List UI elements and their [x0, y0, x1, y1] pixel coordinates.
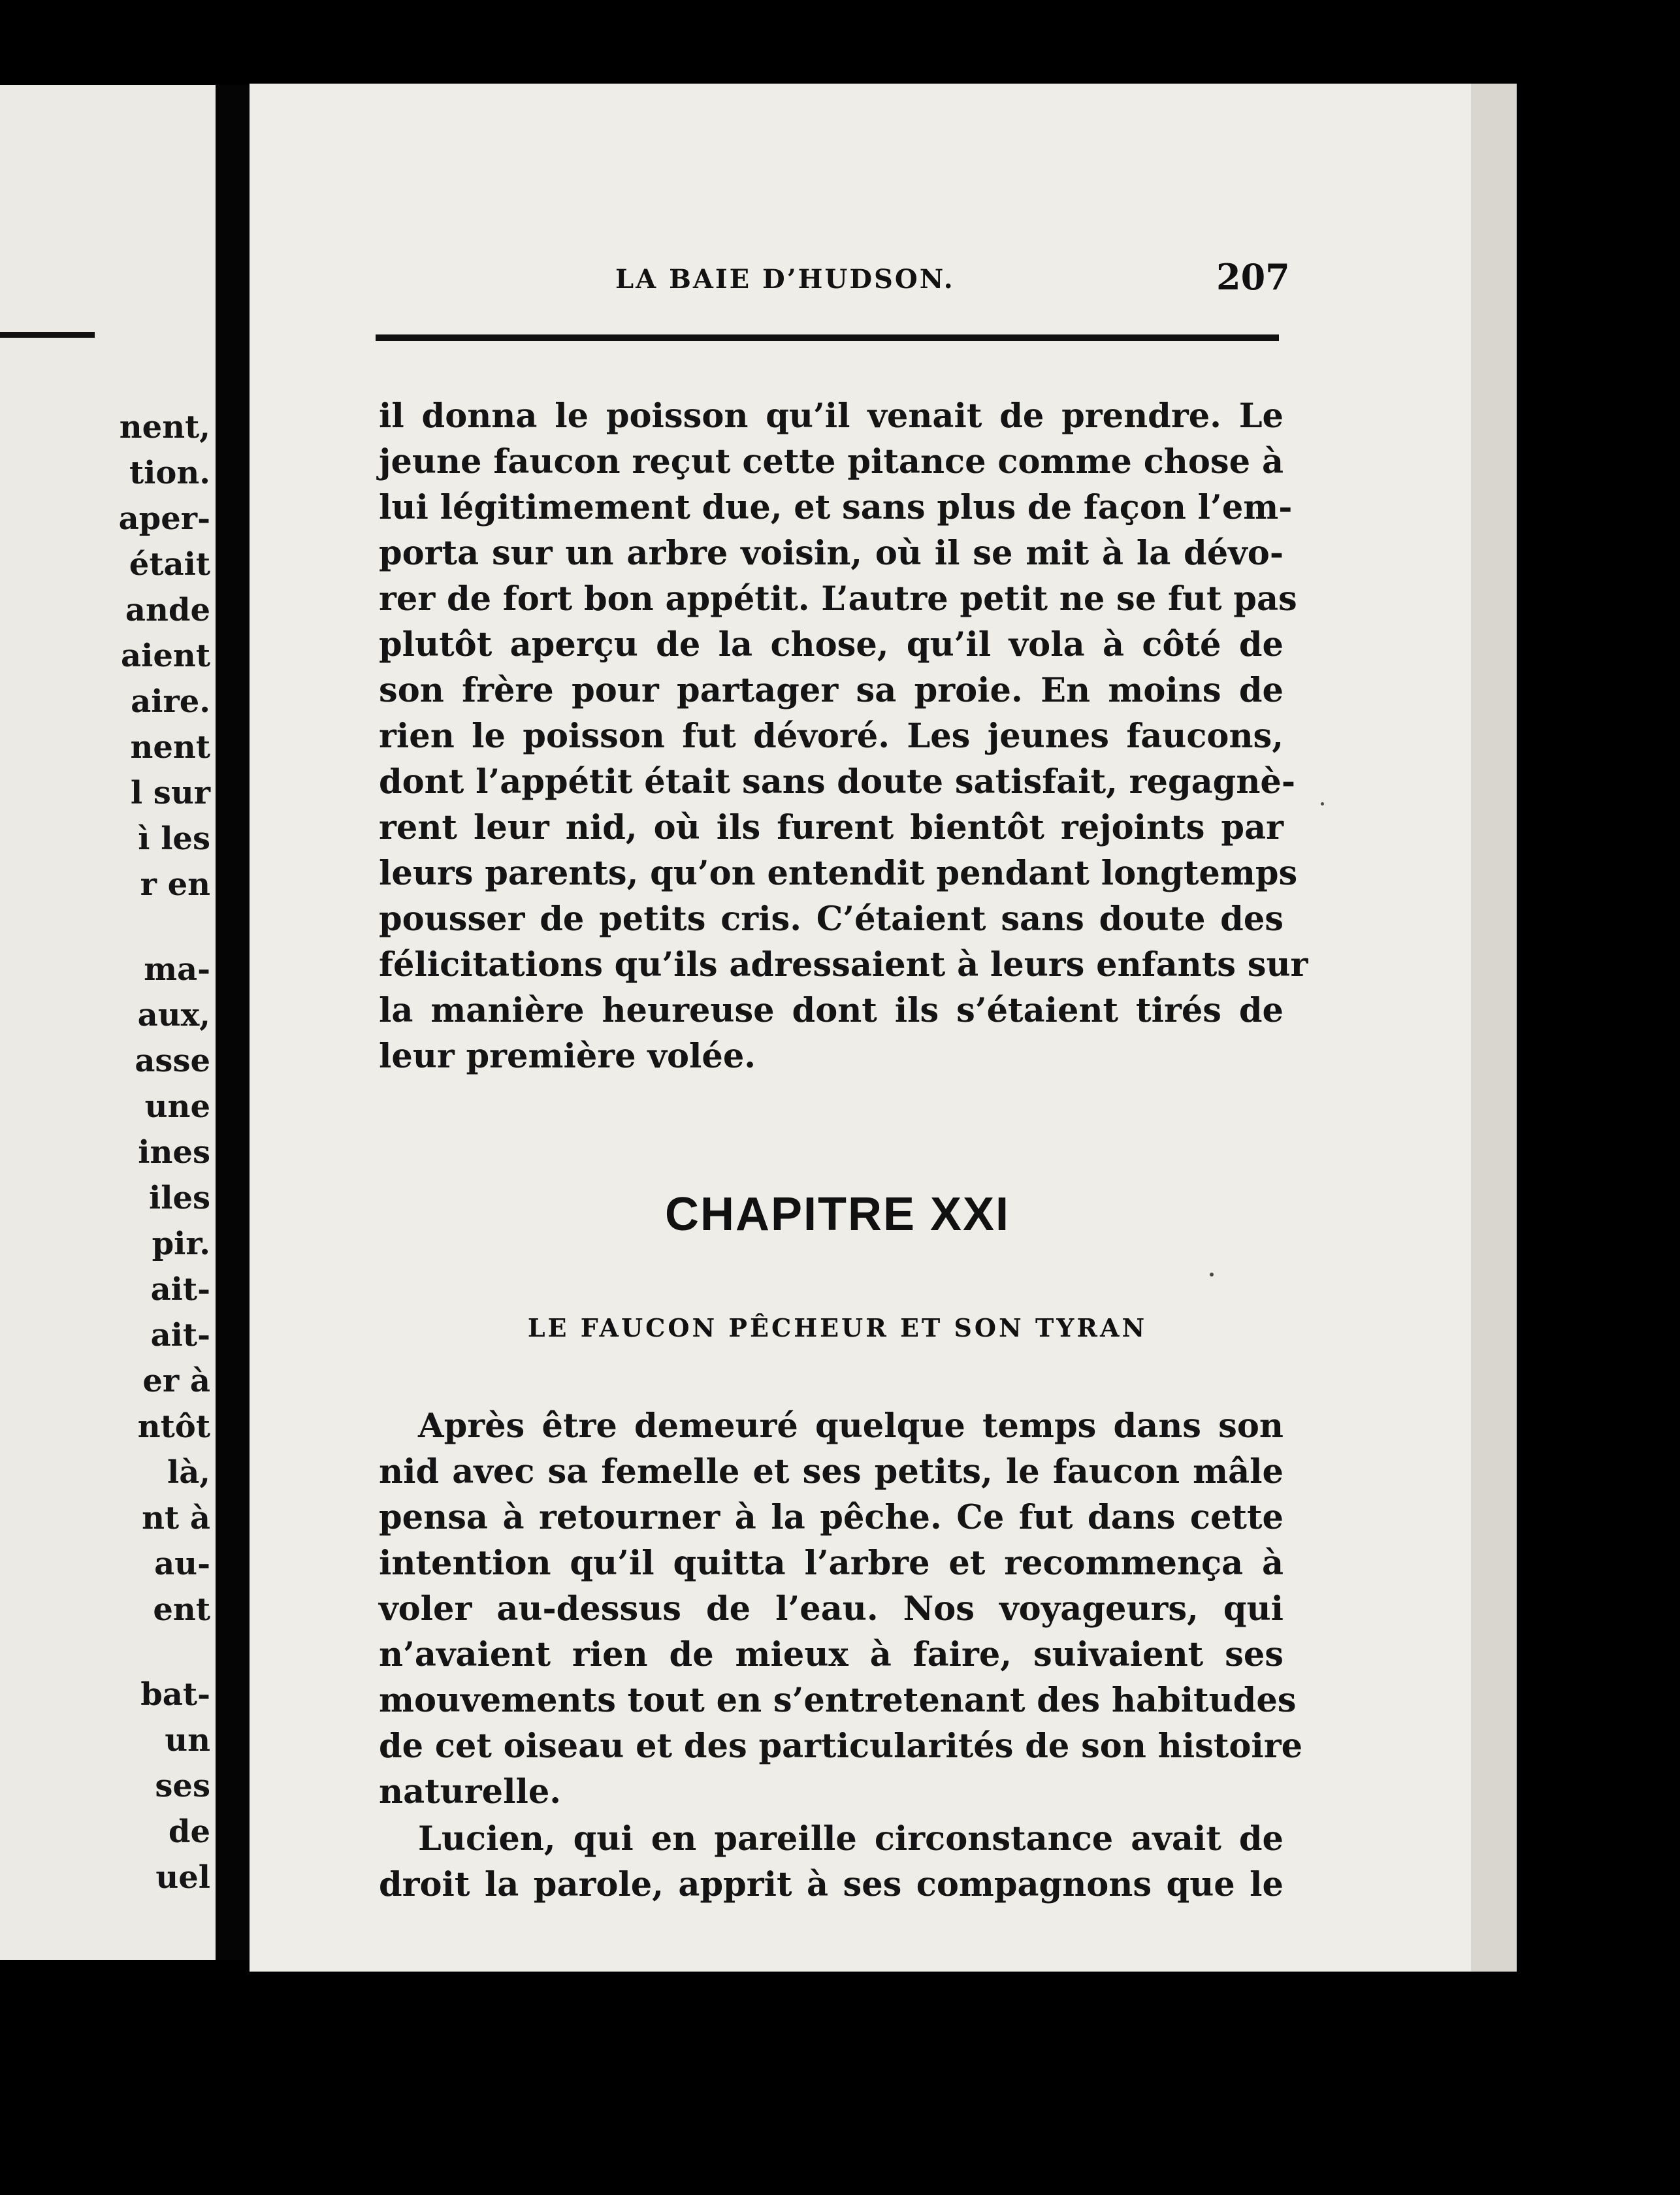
left-line: iles: [148, 1180, 210, 1216]
left-line: uel: [155, 1859, 210, 1896]
paragraph-line: Après être demeuré quelque temps dans son: [418, 1406, 1284, 1446]
left-line: aux,: [137, 997, 210, 1033]
header-rule: [376, 334, 1279, 341]
left-line: aient: [121, 638, 210, 674]
paragraph-line: rer de fort bon appétit. L’autre petit ne se fut pas: [379, 579, 1297, 619]
left-line: aper-: [118, 500, 210, 537]
paragraph-line: plutôt aperçu de la chose, qu’il vola à côté de: [379, 625, 1284, 664]
book-gutter: [216, 85, 250, 1960]
paragraph-line: la manière heureuse dont ils s’étaient tirés de: [379, 991, 1284, 1030]
paper-speck: [1210, 1273, 1214, 1276]
left-line: ait-: [150, 1317, 210, 1354]
paragraph-line: pousser de petits cris. C’étaient sans doute des: [379, 900, 1284, 939]
paragraph-line: mouvements tout en s’entretenant des habitudes: [379, 1681, 1297, 1720]
left-line: ande: [125, 592, 210, 628]
left-line: nt à: [142, 1500, 210, 1536]
paragraph-line: Lucien, qui en pareille circonstance avait de: [418, 1819, 1284, 1859]
left-line: là,: [167, 1454, 210, 1491]
left-line: pir.: [152, 1226, 210, 1262]
paragraph-line: voler au-dessus de l’eau. Nos voyageurs, qui: [379, 1589, 1284, 1629]
left-line: aire.: [131, 683, 210, 720]
paragraph-line: leurs parents, qu’on entendit pendant longtemps: [379, 854, 1298, 893]
left-line: asse: [135, 1043, 210, 1079]
paragraph-line: leur première volée.: [379, 1037, 756, 1076]
chapter-title: CHAPITRE XXI: [664, 1188, 1010, 1241]
right-page: [250, 84, 1517, 1972]
paragraph-line: naturelle.: [379, 1772, 562, 1812]
paragraph-line: n’avaient rien de mieux à faire, suivaient ses: [379, 1635, 1284, 1674]
left-line: un: [165, 1722, 210, 1759]
paragraph-line: intention qu’il quitta l’arbre et recommença à: [379, 1544, 1284, 1583]
page-number: 207: [1216, 256, 1290, 298]
paragraph-line: lui légitimement due, et sans plus de façon l’em-: [379, 488, 1293, 527]
left-line: de: [168, 1813, 210, 1850]
left-line: r en: [140, 866, 210, 903]
left-line: au-: [154, 1546, 210, 1582]
left-line: une: [144, 1088, 210, 1125]
paragraph-line: pensa à retourner à la pêche. Ce fut dans cette: [379, 1498, 1284, 1537]
chapter-subtitle: LE FAUCON PÊCHEUR ET SON TYRAN: [527, 1313, 1148, 1342]
left-line: er à: [142, 1363, 210, 1399]
paragraph-line: félicitations qu’ils adressaient à leurs enfants sur: [379, 945, 1308, 984]
left-line: bat-: [140, 1676, 210, 1713]
left-page-header-rule: [0, 332, 95, 338]
paragraph-line: il donna le poisson qu’il venait de prendre. Le: [379, 397, 1284, 436]
running-head: LA BAIE D’HUDSON.: [615, 264, 955, 295]
paragraph-line: dont l’appétit était sans doute satisfait, regagnè-: [379, 762, 1296, 802]
left-page-fragment: [0, 85, 216, 1960]
left-line: ma-: [144, 951, 210, 988]
left-line: nent: [130, 729, 210, 766]
paragraph-line: nid avec sa femelle et ses petits, le faucon mâle: [379, 1452, 1284, 1491]
left-line: ent: [153, 1591, 210, 1628]
paper-speck: [1321, 802, 1324, 805]
paragraph-line: rent leur nid, où ils furent bientôt rejoints par: [379, 808, 1284, 847]
left-line: ses: [155, 1768, 210, 1804]
left-line: ì les: [138, 821, 210, 857]
page-edge-shadow: [1471, 84, 1517, 1972]
left-line: ntôt: [137, 1408, 210, 1445]
left-line: l sur: [130, 775, 210, 811]
left-line: ines: [138, 1134, 210, 1171]
left-line: nent,: [119, 409, 210, 446]
paragraph-line: rien le poisson fut dévoré. Les jeunes faucons,: [379, 717, 1284, 756]
left-line: était: [129, 546, 210, 583]
paragraph-line: porta sur un arbre voisin, où il se mit à la dévo-: [379, 534, 1284, 573]
paragraph-line: jeune faucon reçut cette pitance comme chose à: [379, 442, 1284, 481]
paragraph-line: son frère pour partager sa proie. En moins de: [379, 671, 1284, 710]
paragraph-line: droit la parole, apprit à ses compagnons que le: [379, 1865, 1284, 1904]
paragraph-line: de cet oiseau et des particularités de son histoire: [379, 1727, 1303, 1766]
left-line: tion.: [129, 455, 210, 491]
left-line: ait-: [150, 1271, 210, 1308]
